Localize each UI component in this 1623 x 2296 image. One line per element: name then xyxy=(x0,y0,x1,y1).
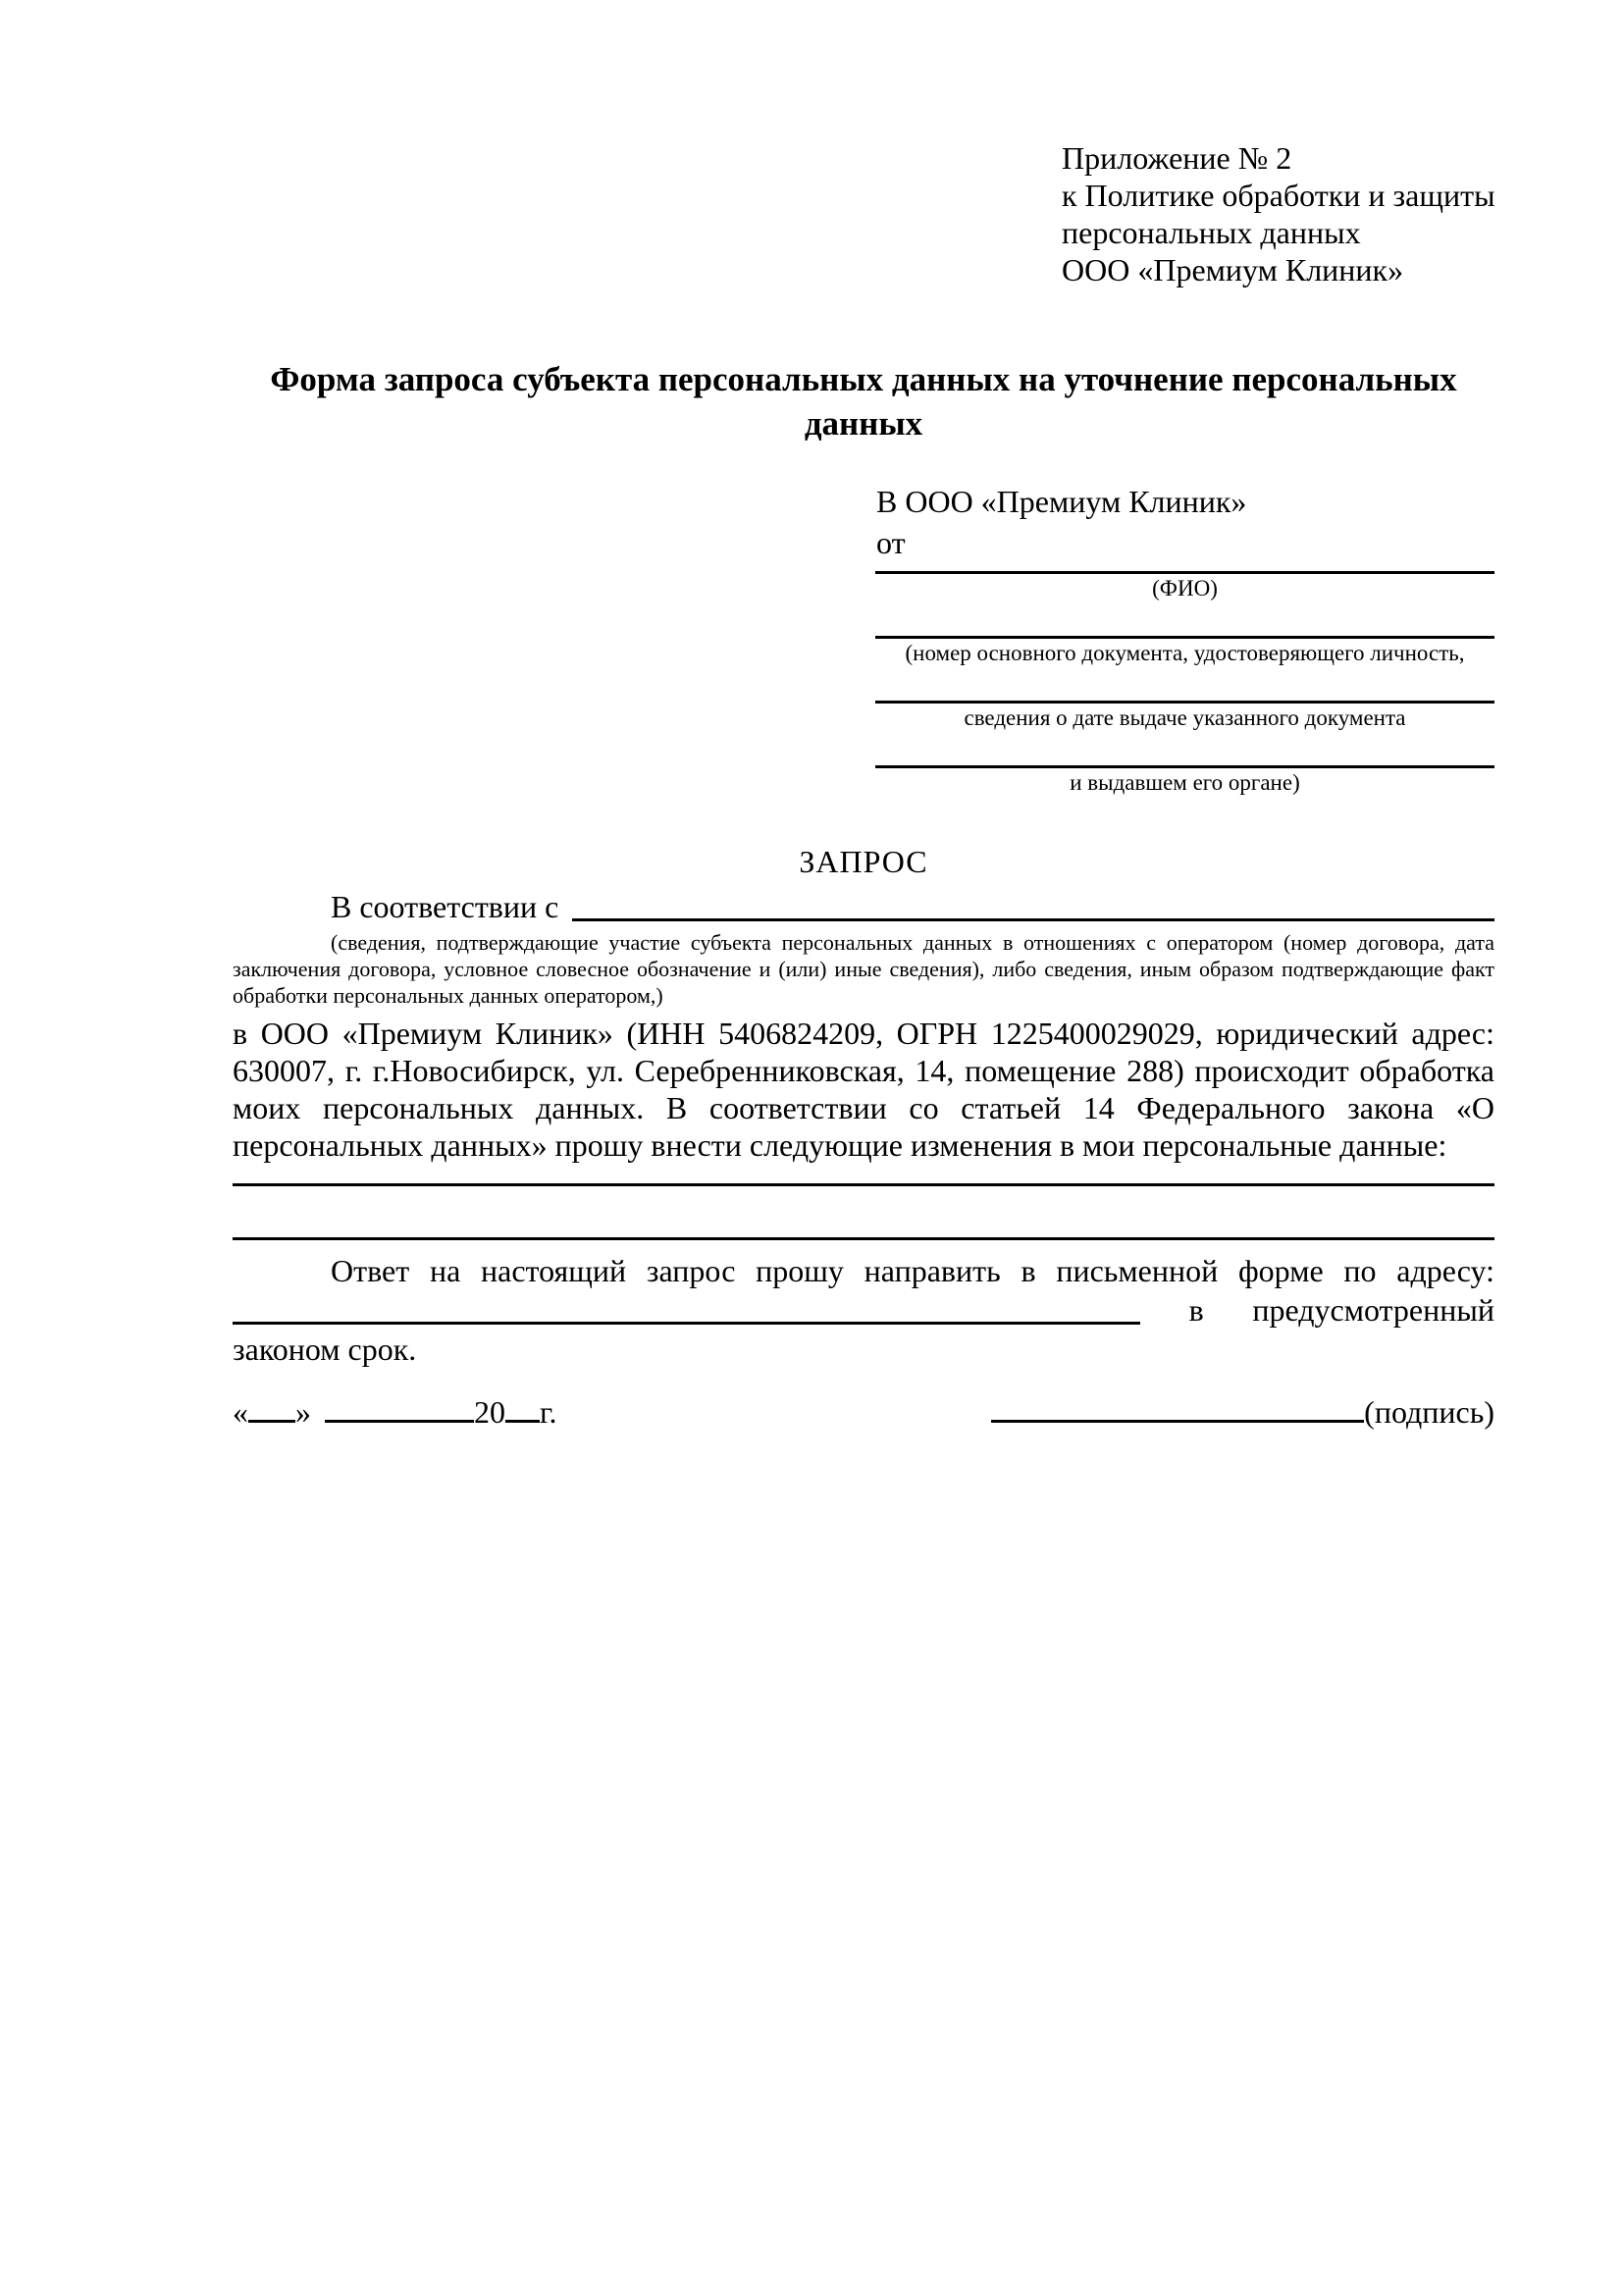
date-year-suffix: г. xyxy=(540,1394,557,1430)
appendix-line-3: персональных данных xyxy=(1062,215,1361,250)
month-fill-line xyxy=(325,1419,474,1423)
issue-date-field-row xyxy=(875,701,1494,733)
addressee-from: от xyxy=(876,525,906,560)
reply-word-2: предусмотренный xyxy=(1252,1292,1494,1328)
accordance-footnote: (сведения, подтверждающие участие субъекта персональных данных в отношениях с оператором (номер договора, дата заключения договора, условное словесное обозначение и (или) иные сведения), либо сведения, иным образом подтверждающие факт обработки персональных данных оператором,) xyxy=(233,930,1494,1008)
date-field xyxy=(233,1393,557,1431)
document-number-field-row xyxy=(875,636,1494,668)
reply-tail: законом срок. xyxy=(233,1331,417,1367)
signature-caption: (подпись) xyxy=(1364,1394,1494,1430)
appendix-header xyxy=(1062,139,1494,288)
body-paragraph: в ООО «Премиум Клиник» (ИНН 5406824209, ОГРН 1225400029029, юридический адрес: 630007, г. г.Новосибирск, ул. Серебренниковская, 14, помещение 288) происходит обработка моих персональных данных. В соответствии со статьей 14 Федерального закона «О персональных данных» прошу внести следующие изменения в мои персональные данные: xyxy=(233,1016,1494,1163)
accordance-fill-line xyxy=(572,888,1494,921)
reply-address-row xyxy=(233,1289,1494,1329)
reply-word-1: в xyxy=(1188,1292,1204,1328)
address-fill-line xyxy=(233,1289,1140,1325)
form-title: Форма запроса субъекта персональных данных на уточнение персональных данных xyxy=(270,360,1457,443)
addressee-to: В ООО «Премиум Клиник» xyxy=(876,484,1247,519)
issue-date-caption: сведения о дате выдаче указанного документа xyxy=(964,705,1406,730)
signature-fill-line xyxy=(991,1419,1364,1423)
document-content xyxy=(233,0,1494,1431)
day-fill-line xyxy=(248,1419,295,1423)
reply-sentence: Ответ на настоящий запрос прошу направить в письменной форме по адресу: xyxy=(331,1253,1494,1288)
issuing-authority-field-row xyxy=(875,765,1494,798)
date-signature-row xyxy=(233,1393,1494,1431)
issuing-authority-caption: и выдавшем его органе) xyxy=(1070,770,1300,795)
date-open-quote: « xyxy=(233,1394,248,1430)
fio-field-row xyxy=(875,571,1494,603)
signature-field xyxy=(991,1393,1494,1431)
fio-caption: (ФИО) xyxy=(1152,576,1218,600)
accordance-row xyxy=(233,888,1494,925)
appendix-line-4: ООО «Премиум Клиник» xyxy=(1062,252,1404,287)
date-century: 20 xyxy=(474,1394,505,1430)
changes-fill-line-1 xyxy=(233,1183,1494,1186)
request-heading: ЗАПРОС xyxy=(799,844,928,879)
document-number-caption: (номер основного документа, удостоверяющего личность, xyxy=(905,641,1465,665)
appendix-line-2: к Политике обработки и защиты xyxy=(1062,178,1495,213)
addressee-block xyxy=(876,481,1494,563)
changes-fill-line-2 xyxy=(233,1237,1494,1240)
date-close-quote: » xyxy=(295,1394,311,1430)
applicant-fill-fields xyxy=(875,571,1494,798)
year-fill-line xyxy=(505,1419,540,1423)
accordance-prefix: В соответствии с xyxy=(331,889,559,924)
appendix-line-1: Приложение № 2 xyxy=(1062,140,1292,176)
